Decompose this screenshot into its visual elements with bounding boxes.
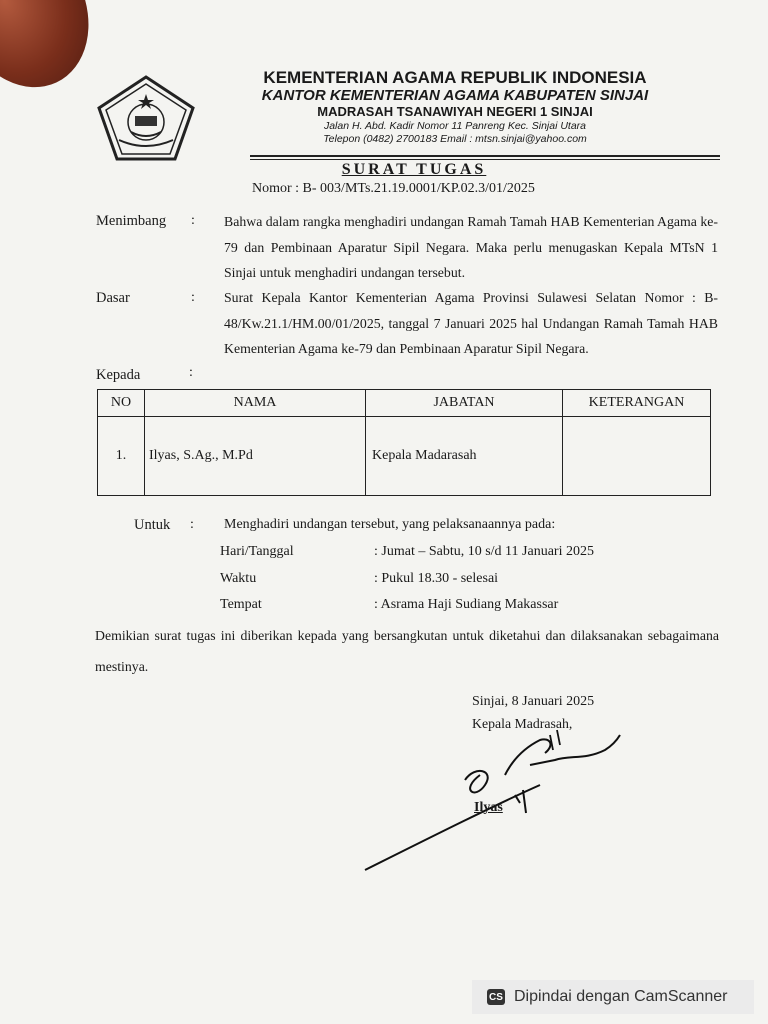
office-name: KANTOR KEMENTERIAN AGAMA KABUPATEN SINJAI xyxy=(261,87,649,104)
table-header-row xyxy=(98,390,711,417)
dasar-colon: : xyxy=(191,290,195,305)
signature-role: Kepala Madrasah, xyxy=(472,716,573,731)
ministry-logo-icon xyxy=(95,74,197,162)
untuk-colon: : xyxy=(190,517,194,532)
kepada-colon: : xyxy=(189,365,193,380)
detail-value-date: : Jumat – Sabtu, 10 s/d 11 Januari 2025 xyxy=(374,544,594,559)
menimbang-colon: : xyxy=(191,213,195,228)
assignee-table xyxy=(97,389,711,496)
header-rule-thin xyxy=(250,159,720,160)
letter-number: Nomor : B- 003/MTs.21.19.0001/KP.02.3/01/2025 xyxy=(252,181,535,196)
header-nama: NAMA xyxy=(145,390,366,417)
ministry-name: KEMENTERIAN AGAMA REPUBLIK INDONESIA xyxy=(263,68,647,87)
signature-place-date: Sinjai, 8 Januari 2025 xyxy=(472,694,595,709)
cell-nama: Ilyas, S.Ag., M.Pd xyxy=(145,417,366,496)
camscanner-icon: CS xyxy=(487,989,505,1005)
menimbang-text: Bahwa dalam rangka menghadiri undangan Ramah Tamah HAB Kementerian Agama ke-79 dan Pembinaan Aparatur Sipil Negara. Maka perlu menugaskan Kepala MTsN 1 Sinjai untuk menghadiri undangan tersebut. xyxy=(224,214,718,280)
detail-label-place: Tempat xyxy=(220,597,262,612)
dasar-text: Surat Kepala Kantor Kementerian Agama Provinsi Sulawesi Selatan Nomor : B-48/Kw.21.1/HM.00/01/2025, tanggal 7 Januari 2025 hal Undangan Ramah Tamah HAB Kementerian Agama ke-79 dan Pembinaan Aparatur Sipil Negara. xyxy=(224,290,718,356)
dasar-label: Dasar xyxy=(96,290,130,306)
closing-paragraph: Demikian surat tugas ini diberikan kepada yang bersangkutan untuk diketahui dan dilaksanakan sebagaimana mestinya. xyxy=(95,628,719,674)
header-no: NO xyxy=(98,390,145,417)
detail-value-time: : Pukul 18.30 - selesai xyxy=(374,571,499,586)
table-row xyxy=(98,417,711,496)
header-jabatan: JABATAN xyxy=(366,390,563,417)
cell-no: 1. xyxy=(98,417,145,496)
untuk-label: Untuk xyxy=(134,517,171,533)
camscanner-text: Dipindai dengan CamScanner xyxy=(514,988,728,1005)
kepada-label: Kepada xyxy=(96,367,141,383)
detail-label-time: Waktu xyxy=(220,571,257,586)
address: Jalan H. Abd. Kadir Nomor 11 Panreng Kec. Sinjai Utara xyxy=(323,120,587,132)
cell-keterangan xyxy=(563,417,711,496)
detail-value-place: : Asrama Haji Sudiang Makassar xyxy=(374,597,559,612)
contact: Telepon (0482) 2700183 Email : mtsn.sinjai@yahoo.com xyxy=(323,133,587,145)
header-rule xyxy=(250,155,720,157)
signatory-name: Ilyas xyxy=(474,800,503,815)
cell-jabatan: Kepala Madarasah xyxy=(366,417,563,496)
school-name: MADRASAH TSANAWIYAH NEGERI 1 SINJAI xyxy=(317,104,593,119)
letterhead-text xyxy=(220,68,690,146)
document-title: SURAT TUGAS xyxy=(341,161,487,178)
letterhead xyxy=(0,60,768,160)
header-keterangan: KETERANGAN xyxy=(563,390,711,417)
camscanner-badge xyxy=(472,980,754,1014)
detail-label-date: Hari/Tanggal xyxy=(220,544,294,559)
untuk-text: Menghadiri undangan tersebut, yang pelaksanaannya pada: xyxy=(224,517,556,532)
menimbang-label: Menimbang xyxy=(96,213,167,229)
